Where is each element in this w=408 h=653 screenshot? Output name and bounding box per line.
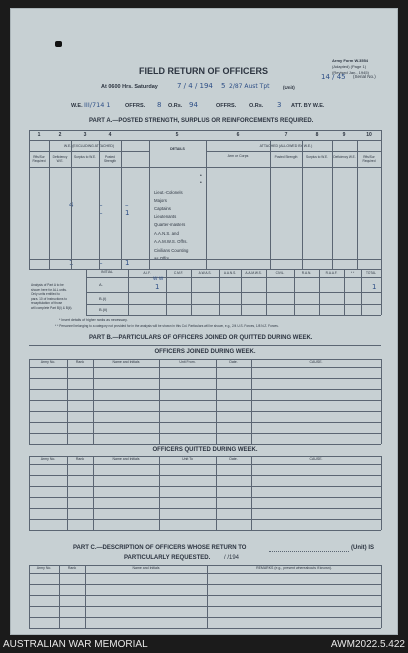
table-a-vline bbox=[49, 140, 50, 269]
offrs-label: OFFRS. bbox=[125, 103, 146, 109]
form-ref-1: Army Form W.3554 bbox=[332, 58, 369, 63]
table-a-vline bbox=[121, 140, 122, 269]
details-dot: • bbox=[200, 180, 202, 186]
table-col-head: CAUSE. bbox=[309, 360, 323, 364]
table-a-vline bbox=[29, 130, 30, 269]
table-row bbox=[29, 422, 381, 423]
column-number: 10 bbox=[366, 132, 372, 138]
analysis-row-rule-1 bbox=[86, 292, 381, 293]
footnote-2: * * Personnel belonging to a category not provided for in the analysis will be shown in this Col. Particulars will be shown, e.g., 2/4 U.S. Forces, 1/8 N.Z. Forces. bbox=[55, 324, 279, 328]
analysis-row-rule-2 bbox=[86, 304, 381, 305]
serial-label: (Serial No.) bbox=[353, 74, 376, 79]
table-col-head: Rank bbox=[75, 360, 85, 364]
ors-handwritten: 94 bbox=[189, 101, 198, 109]
total-sur: – bbox=[99, 259, 103, 267]
column-number: 5 bbox=[175, 132, 179, 138]
table-row bbox=[29, 411, 381, 412]
column-number: 4 bbox=[108, 132, 112, 138]
analysis-note-line: Only units entitled to bbox=[31, 292, 60, 296]
table-vline bbox=[29, 565, 30, 628]
serial-handwritten: 14 / 45 bbox=[321, 73, 346, 81]
offrs-handwritten: 8 bbox=[157, 101, 162, 109]
part-c-unit-blank bbox=[269, 551, 349, 552]
part-a-heading: PART A.—POSTED STRENGTH, SURPLUS OR REINFORCEMENTS REQUIRED. bbox=[89, 118, 314, 124]
table-a-vline bbox=[270, 140, 271, 269]
table-row bbox=[29, 378, 381, 379]
quitted-heading: OFFICERS QUITTED DURING WEEK. bbox=[152, 447, 258, 453]
attached-header-rule bbox=[206, 151, 381, 152]
table-vline bbox=[85, 565, 86, 628]
sur-dash-2: – bbox=[99, 209, 103, 217]
column-head: Posted Strength bbox=[274, 155, 298, 159]
table-col-head: Date. bbox=[229, 457, 238, 461]
aif-a-hand: 1 bbox=[155, 283, 160, 291]
analysis-row-bii: B.(ii) bbox=[99, 307, 108, 312]
attached-header: ATTACHED (ALLOWED BY W.E.) bbox=[259, 144, 313, 148]
analysis-vline bbox=[361, 269, 362, 315]
analysis-col-head: R.A.A.F. bbox=[325, 271, 338, 275]
analysis-vline bbox=[86, 269, 87, 315]
table-col-head: Army No. bbox=[36, 566, 52, 570]
footer-source: AUSTRALIAN WAR MEMORIAL bbox=[3, 639, 148, 650]
analysis-initial: INITIAL bbox=[101, 270, 113, 274]
date-handwritten: 7 / 4 / 194 bbox=[177, 82, 213, 90]
analysis-row-bi: B.(i) bbox=[99, 296, 107, 301]
form-title: FIELD RETURN OF OFFICERS bbox=[139, 66, 268, 76]
table-row bbox=[29, 519, 381, 520]
table-vline bbox=[381, 456, 382, 530]
details-item: Civilians Counting bbox=[154, 248, 189, 253]
analysis-vline bbox=[166, 269, 167, 315]
column-head: Surplus to W.E. bbox=[74, 155, 96, 159]
analysis-vline bbox=[241, 269, 242, 315]
offrs2-label: OFFRS. bbox=[216, 103, 237, 109]
aif-sub-hand: W W bbox=[153, 277, 164, 282]
analysis-vline bbox=[344, 269, 345, 315]
table-head-rule bbox=[29, 464, 381, 465]
analysis-vline bbox=[128, 269, 129, 315]
table-col-head: Unit From. bbox=[179, 360, 196, 364]
analysis-note-line: shown here for ALL units. bbox=[31, 287, 67, 292]
column-head: Rfts/Sur Required bbox=[362, 155, 376, 163]
column-number: 3 bbox=[83, 132, 87, 138]
posted-dash: – bbox=[125, 201, 129, 209]
table-vline bbox=[207, 565, 208, 628]
analysis-col-head: CIVIL. bbox=[275, 271, 285, 275]
table-col-head: CAUSE. bbox=[309, 457, 323, 461]
form-ref-3: (Revised Jan., 1945) bbox=[332, 70, 369, 75]
form-sheet bbox=[10, 8, 398, 635]
table-col-head: Rank bbox=[67, 566, 77, 570]
column-head: Deficiency W.E. bbox=[333, 155, 356, 159]
details-item: A.A.N.S. and bbox=[154, 231, 179, 236]
analysis-total-hand: 1 bbox=[372, 283, 377, 291]
footnote-1: * Insert details of higher ranks as necessary. bbox=[59, 318, 128, 322]
table-row bbox=[29, 486, 381, 487]
table-vline bbox=[93, 359, 94, 444]
table-row bbox=[29, 617, 381, 618]
table-row bbox=[29, 433, 381, 434]
table-a-bottom bbox=[29, 269, 381, 270]
part-c-line1-end: (Unit) IS bbox=[351, 545, 374, 551]
footer-bar bbox=[0, 637, 408, 653]
part-c-date: / /194 bbox=[224, 555, 240, 561]
date-year-handwritten: 5 bbox=[221, 82, 226, 90]
analysis-note-line: recapitulation of those bbox=[31, 301, 63, 305]
att-label: ATT. BY W.E. bbox=[291, 103, 325, 109]
analysis-note-line: Analysis of Part A to be bbox=[31, 283, 64, 287]
details-header: DETAILS bbox=[170, 147, 185, 151]
column-head: Deficiency W.E. bbox=[52, 155, 68, 163]
details-item: Captains bbox=[154, 206, 171, 211]
details-item: Lieutenants bbox=[154, 214, 177, 219]
unit-label: (Unit) bbox=[283, 85, 295, 90]
table-row bbox=[29, 530, 381, 531]
table-col-head: Unit To bbox=[182, 457, 193, 461]
table-a-vline bbox=[357, 140, 358, 269]
table-row bbox=[29, 628, 381, 629]
table-row bbox=[29, 475, 381, 476]
analysis-vline bbox=[266, 269, 267, 315]
details-item: A.A.M.W.S. Offrs. bbox=[154, 239, 188, 244]
form-ref-2: (Adapted) (Page 1) bbox=[332, 64, 367, 69]
analysis-vline bbox=[319, 269, 320, 315]
table-vline bbox=[381, 359, 382, 444]
table-row bbox=[29, 606, 381, 607]
posted-handwritten: 1 bbox=[125, 209, 130, 217]
part-b-heading: PART B.—PARTICULARS OF OFFICERS JOINED OR QUITTED DURING WEEK. bbox=[89, 335, 313, 341]
table-vline bbox=[67, 359, 68, 444]
table-col-head: REMARKS (e.g., present whereabouts if known). bbox=[256, 566, 332, 570]
arm-header: Arm or Corps bbox=[227, 154, 249, 158]
table-a-vline bbox=[332, 140, 333, 269]
table-a-vline bbox=[206, 140, 207, 269]
details-item: as Offrs. bbox=[154, 256, 171, 261]
we-header-rule bbox=[29, 151, 149, 152]
column-number: 6 bbox=[236, 132, 240, 138]
ors2-handwritten: 3 bbox=[277, 101, 282, 109]
table-vline bbox=[29, 359, 30, 444]
analysis-head-rule bbox=[86, 277, 381, 278]
column-number: 2 bbox=[58, 132, 62, 138]
analysis-vline bbox=[381, 269, 382, 315]
table-a-vline bbox=[381, 130, 382, 269]
analysis-col-head: A.W.A.S. bbox=[198, 271, 212, 275]
table-row bbox=[29, 508, 381, 509]
table-col-head: Name and Initials bbox=[112, 457, 140, 461]
table-col-head: Army No. bbox=[40, 457, 56, 461]
table-vline bbox=[251, 359, 252, 444]
table-head-rule bbox=[29, 573, 381, 574]
we-header: W.E. (EXCLUDING ATTACHED) bbox=[63, 144, 115, 148]
analysis-note-line: will complete Part B(i) & B(ii). bbox=[31, 305, 73, 310]
footer-accession: AWM2022.5.422 bbox=[330, 639, 405, 650]
sur-dash-1: – bbox=[99, 201, 103, 209]
analysis-col-head: A.A.M.W.S. bbox=[245, 271, 262, 275]
details-item: Lieut.-Colonels bbox=[154, 190, 183, 195]
we-label: W.E. bbox=[71, 103, 83, 109]
column-number: 9 bbox=[342, 132, 346, 138]
part-c-line1: PART C.—DESCRIPTION OF OFFICERS WHOSE RETURN TO bbox=[73, 545, 247, 551]
table-col-head: Date. bbox=[229, 360, 238, 364]
column-head: Rfts/Sur Required bbox=[32, 155, 46, 163]
column-head: Posted Strength bbox=[103, 155, 117, 163]
table-row bbox=[29, 400, 381, 401]
ors2-label: O.Rs. bbox=[249, 103, 264, 109]
table-col-head: Army No. bbox=[40, 360, 56, 364]
table-head-rule bbox=[29, 367, 381, 368]
total-posted: 1 bbox=[125, 259, 130, 267]
table-vline bbox=[59, 565, 60, 628]
joined-heading: OFFICERS JOINED DURING WEEK. bbox=[154, 349, 256, 355]
table-row bbox=[29, 444, 381, 445]
details-item: Quarter-masters bbox=[154, 222, 186, 227]
column-number: 1 bbox=[37, 132, 41, 138]
column-number: 8 bbox=[315, 132, 319, 138]
part-c-line2: PARTICULARLY REQUESTED. bbox=[124, 555, 211, 561]
table-col-head: Name and Initials bbox=[112, 360, 140, 364]
table-vline bbox=[159, 359, 160, 444]
part-b-top bbox=[29, 345, 381, 346]
table-a-head-rule bbox=[29, 167, 381, 168]
table-row bbox=[29, 389, 381, 390]
table-a-vline bbox=[149, 140, 150, 269]
analysis-bottom bbox=[86, 315, 381, 316]
details-item: Majors bbox=[154, 198, 167, 203]
table-vline bbox=[381, 565, 382, 628]
table-a-col-num-rule bbox=[29, 140, 381, 141]
punch-mark bbox=[55, 41, 62, 47]
analysis-col-head: A.I.F. bbox=[143, 271, 151, 275]
we-handwritten: III/714 1 bbox=[84, 101, 111, 109]
table-col-head: Name and Initials bbox=[132, 566, 160, 570]
column-number: 7 bbox=[284, 132, 288, 138]
analysis-col-head: A.A.N.S. bbox=[223, 271, 237, 275]
analysis-vline bbox=[219, 269, 220, 315]
table-a-vline bbox=[99, 140, 100, 269]
details-dot: • bbox=[200, 173, 202, 179]
table-a-vline bbox=[302, 140, 303, 269]
def-handwritten: 4 bbox=[69, 201, 74, 209]
analysis-col-head: C.M.F. bbox=[173, 271, 184, 275]
total-def: 1 bbox=[69, 259, 74, 267]
time-line-label: At 0600 Hrs. Saturday bbox=[101, 84, 158, 90]
table-vline bbox=[216, 359, 217, 444]
analysis-vline bbox=[294, 269, 295, 315]
table-row bbox=[29, 595, 381, 596]
analysis-vline bbox=[191, 269, 192, 315]
analysis-row-a: A. bbox=[99, 282, 103, 287]
analysis-col-head: * * bbox=[350, 271, 355, 275]
table-row bbox=[29, 584, 381, 585]
table-row bbox=[29, 497, 381, 498]
analysis-col-head: R.A.N. bbox=[301, 271, 312, 275]
table-a-vline bbox=[71, 140, 72, 269]
column-head: Surplus to W.E. bbox=[306, 155, 328, 159]
analysis-note-line: para. 10 of Instructions to bbox=[31, 296, 67, 301]
analysis-col-head: TOTAL bbox=[366, 271, 376, 275]
unit-handwritten: 2/87 Aust Tpt bbox=[229, 83, 270, 90]
table-a-top bbox=[29, 130, 381, 131]
ors-label: O.Rs. bbox=[168, 103, 183, 109]
table-col-head: Rank bbox=[75, 457, 85, 461]
